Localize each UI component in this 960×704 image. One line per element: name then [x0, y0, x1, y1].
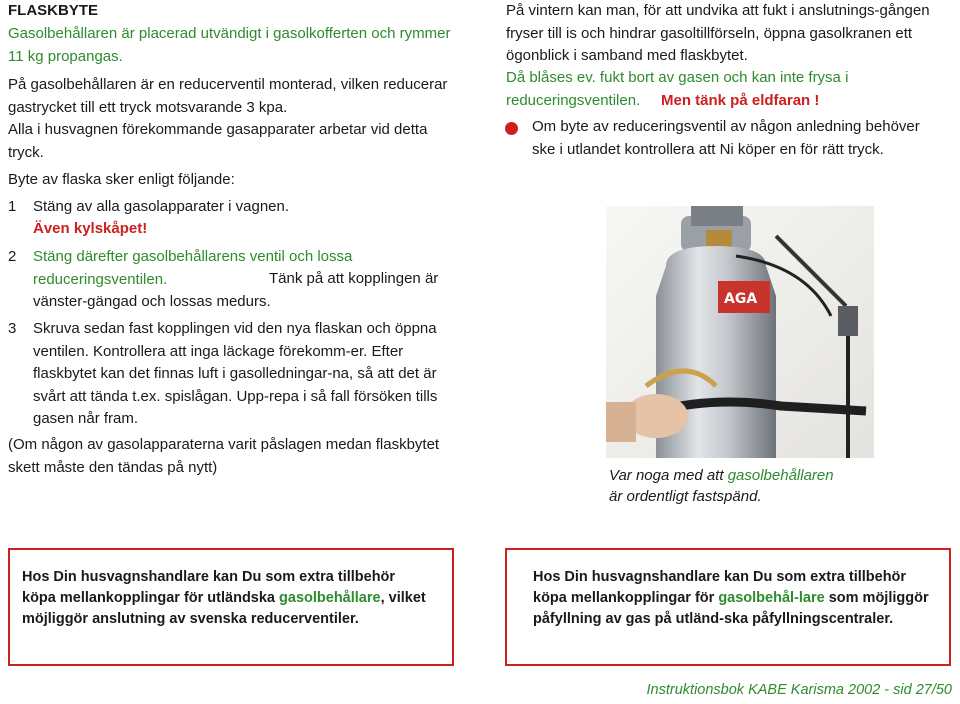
step-1-number: 1 — [8, 198, 17, 215]
paragraph-reducer: På gasolbehållaren är en reducerventil monterad, vilken reducerar gastrycket till ett tryck motsvarande 3 kpa. — [8, 76, 448, 116]
winter-green-text: Då blåses ev. fukt bort av gasen och kan inte frysa i reduceringsventilen. — [506, 69, 849, 109]
caption-text-a: Var noga med att — [609, 467, 728, 484]
step-3-text: Skruva sedan fast kopplingen vid den nya flaskan och öppna ventilen. Kontrollera att inga läckage förekomm-er. Efter flaskbytet kan det finnas luft i gasolledningar-na, så att det är svårt att tända t.ex. spislågan. Upp-repa i så fall försöken tills gasen når fram. — [33, 320, 438, 427]
info-box-left — [8, 548, 454, 666]
page-footer: Instruktionsbok KABE Karisma 2002 - sid 27/50 — [646, 682, 952, 698]
step-2-green-text: Stäng därefter gasolbehållarens ventil och lossa reduceringsventilen. — [33, 248, 353, 288]
info-box-right-text-a: Hos Din husvagnshandlare kan Du som extra tillbehör köpa mellankopplingar för — [533, 569, 907, 606]
step-3-number: 3 — [8, 320, 17, 337]
info-box-right — [505, 548, 951, 666]
step-1-warning: Även kylskåpet! — [33, 220, 148, 237]
caption-green: gasolbehållaren — [727, 467, 834, 484]
note-text: (Om någon av gasolapparaterna varit påslagen medan flaskbytet skett måste den tändas på nytt) — [8, 436, 440, 476]
step-1-text: Stäng av alla gasolapparater i vagnen. — [33, 198, 290, 215]
paragraph-steps-intro: Byte av flaska sker enligt följande: — [8, 171, 235, 188]
photo-caption — [609, 465, 909, 507]
bullet-icon — [505, 122, 518, 135]
info-box-left-green: gasolbehållare — [279, 590, 381, 606]
paragraph-pressure: Alla i husvagnen förekommande gasapparater arbetar vid detta tryck. — [8, 121, 428, 161]
info-box-left-text — [22, 567, 427, 630]
gas-bottle-photo — [606, 206, 874, 458]
info-box-right-green: gasolbehål-lare — [718, 590, 825, 606]
info-box-right-text — [533, 567, 933, 630]
info-box-right-text-b: som möjliggör påfyllning av gas på utländ-ska påfyllningscentraler. — [533, 590, 929, 627]
bottle-label: AGA — [724, 291, 758, 307]
gas-bottle-illustration — [606, 206, 874, 458]
section-title: FLASKBYTE — [8, 2, 98, 19]
bullet-text: Om byte av reduceringsventil av någon anledning behöver ske i utlandet kontrollera att Ni köper en för rätt tryck. — [532, 118, 920, 158]
info-box-left-text-b: , vilket möjliggör anslutning av svenska reducerventiler. — [22, 590, 426, 627]
info-box-left-text-a: Hos Din husvagnshandlare kan Du som extra tillbehör köpa mellankopplingar för utländska — [22, 569, 396, 606]
step-2-text: Tänk på att kopplingen är vänster-gängad och lossas medurs. — [33, 270, 439, 310]
step-2-number: 2 — [8, 248, 17, 265]
fire-warning: Men tänk på eldfaran ! — [661, 92, 820, 109]
winter-text: På vintern kan man, för att undvika att fukt i anslutnings-gången fryser till is och hindrar gasoltillförseln, öppna gasolkranen ett ögonblick i samband med flaskbytet. — [506, 2, 930, 64]
caption-text-b: är ordentligt fastspänd. — [609, 488, 762, 505]
intro-text: Gasolbehållaren är placerad utvändigt i gasolkofferten och rymmer 11 kg propangas. — [8, 25, 451, 65]
